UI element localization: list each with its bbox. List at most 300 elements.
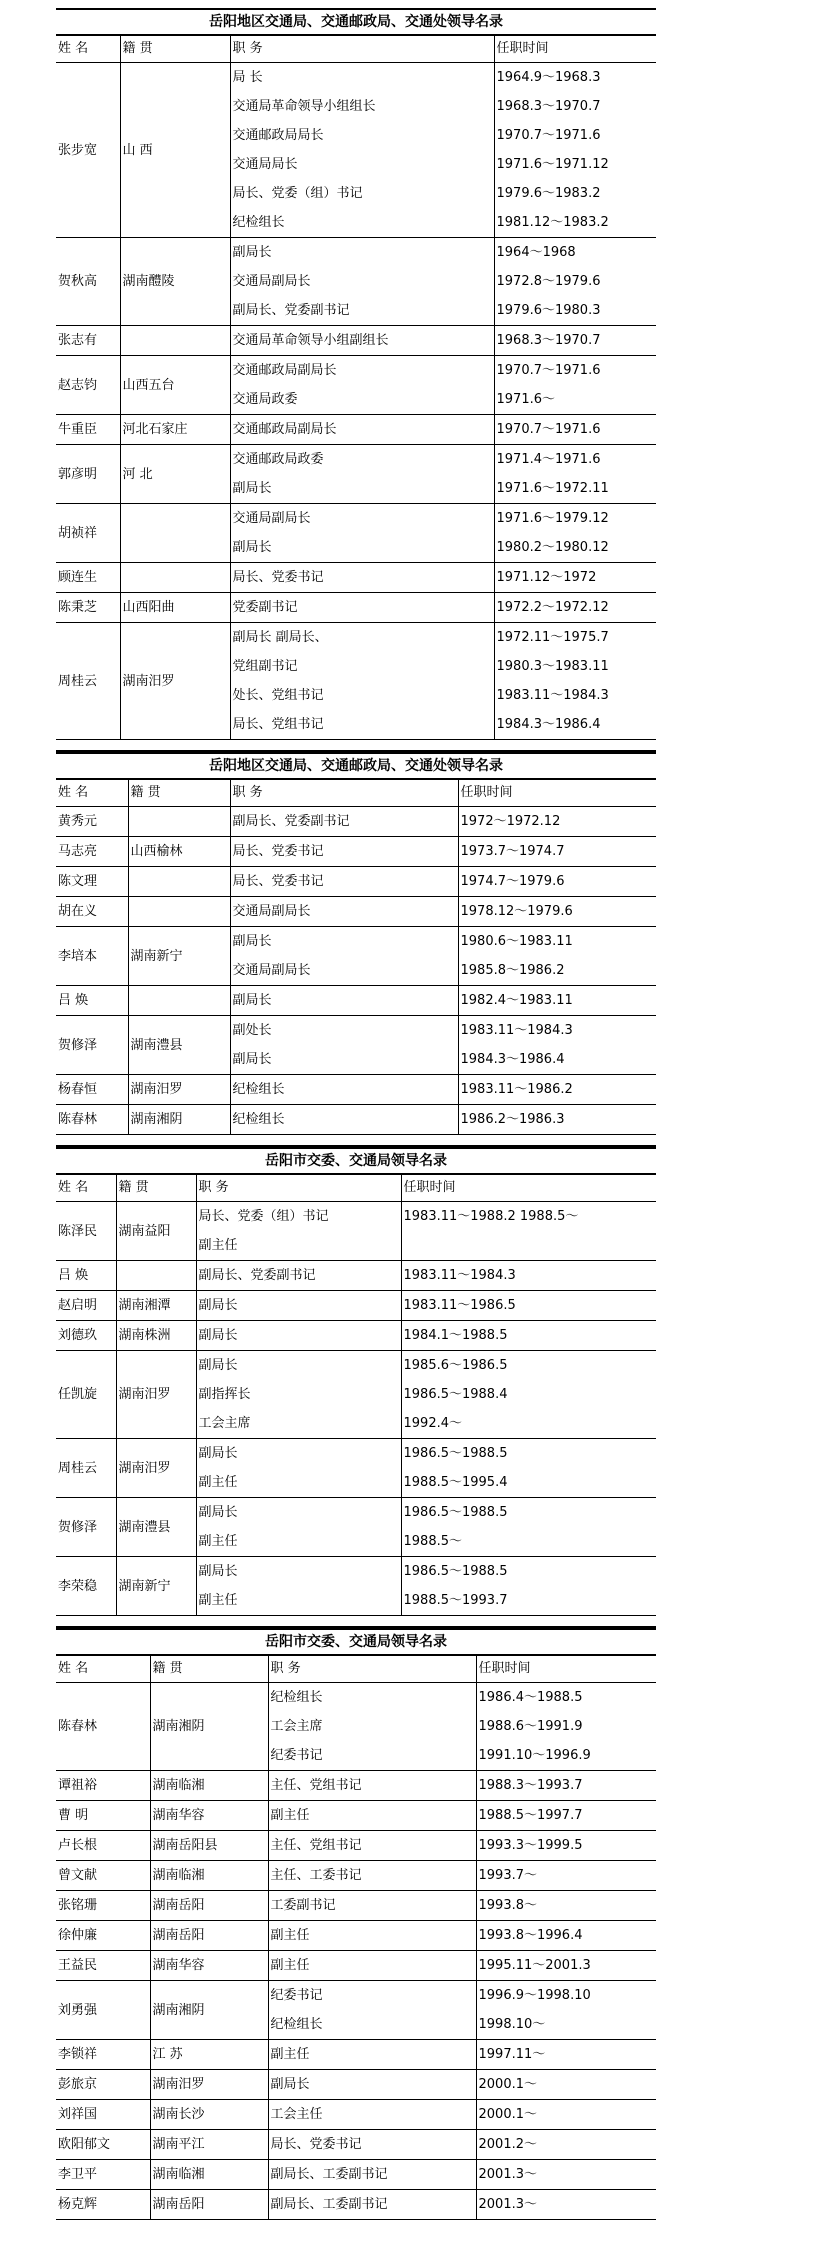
term-line: 1970.7～1971.6 <box>496 128 601 143</box>
table-row <box>56 897 656 927</box>
term-line: 1993.3～1999.5 <box>478 1838 583 1853</box>
name-cell: 杨克辉 <box>56 2190 150 2220</box>
duty-line: 纪检组长 <box>270 2017 323 2032</box>
table-row <box>56 1981 656 2040</box>
name-cell: 周桂云 <box>56 1439 116 1498</box>
duty-line: 副局长 <box>232 1052 272 1067</box>
name-cell: 李卫平 <box>56 2160 150 2190</box>
column-header: 任职时间 <box>401 1175 656 1202</box>
duties-cell <box>268 1951 476 1981</box>
origin-cell: 湖南湘潭 <box>116 1291 196 1321</box>
column-header: 职 务 <box>268 1656 476 1683</box>
table-row <box>56 1831 656 1861</box>
duties-cell <box>230 1075 458 1105</box>
table-row <box>56 927 656 986</box>
terms-cell <box>401 1498 656 1557</box>
table-row <box>56 1557 656 1616</box>
terms-cell <box>494 415 656 445</box>
origin-cell <box>128 867 230 897</box>
duty-line: 工委副书记 <box>270 1898 336 1913</box>
table-row <box>56 1202 656 1261</box>
terms-cell <box>458 1016 656 1075</box>
terms-cell <box>476 2160 656 2190</box>
duty-line: 处长、党组书记 <box>232 688 324 703</box>
table-row <box>56 1351 656 1439</box>
name-cell: 陈秉芝 <box>56 593 120 623</box>
terms-cell <box>494 593 656 623</box>
origin-cell: 湖南株洲 <box>116 1321 196 1351</box>
duty-line: 主任、党组书记 <box>270 1838 362 1853</box>
document <box>56 8 656 2220</box>
terms-cell <box>476 1801 656 1831</box>
duties-cell <box>268 1831 476 1861</box>
duty-line: 局 长 <box>232 70 263 85</box>
term-line: 2001.3～ <box>478 2197 537 2212</box>
terms-cell <box>476 1861 656 1891</box>
duties-cell <box>268 2190 476 2220</box>
term-line: 1988.6～1991.9 <box>478 1719 583 1734</box>
terms-cell <box>476 1771 656 1801</box>
duties-cell <box>230 326 494 356</box>
duties-cell <box>230 238 494 326</box>
table-row <box>56 1321 656 1351</box>
name-cell: 贺修泽 <box>56 1016 128 1075</box>
name-cell: 张铭珊 <box>56 1891 150 1921</box>
section-title: 岳阳地区交通局、交通邮政局、交通处领导名录 <box>56 752 656 780</box>
term-line: 1968.3～1970.7 <box>496 333 601 348</box>
table-row <box>56 1261 656 1291</box>
section-divider <box>56 1616 656 1628</box>
origin-cell: 湖南湘阴 <box>150 1683 268 1771</box>
duties-cell <box>230 356 494 415</box>
term-line: 1984.3～1986.4 <box>496 717 601 732</box>
term-line: 1998.10～ <box>478 2017 546 2032</box>
table-row <box>56 1683 656 1771</box>
terms-cell <box>476 2100 656 2130</box>
roster-section <box>56 1147 656 1628</box>
name-cell: 徐仲廉 <box>56 1921 150 1951</box>
table-row <box>56 2040 656 2070</box>
origin-cell: 山西阳曲 <box>120 593 230 623</box>
origin-cell: 湖南湘阴 <box>128 1105 230 1135</box>
term-line: 1985.8～1986.2 <box>460 963 565 978</box>
table-row <box>56 1921 656 1951</box>
table-row <box>56 326 656 356</box>
name-cell: 马志亮 <box>56 837 128 867</box>
table-row <box>56 1771 656 1801</box>
duty-line: 副主任 <box>270 1808 310 1823</box>
duties-cell <box>268 2040 476 2070</box>
origin-cell: 湖南长沙 <box>150 2100 268 2130</box>
duty-line: 副主任 <box>270 1928 310 1943</box>
name-cell: 李荣稳 <box>56 1557 116 1616</box>
term-line: 1986.2～1986.3 <box>460 1112 565 1127</box>
table-row <box>56 1105 656 1135</box>
term-line: 1986.5～1988.5 <box>403 1564 508 1579</box>
terms-cell <box>476 2130 656 2160</box>
origin-cell: 湖南汨罗 <box>150 2070 268 2100</box>
duty-line: 副局长 <box>232 245 272 260</box>
duty-line: 党组副书记 <box>232 659 298 674</box>
table-row <box>56 238 656 326</box>
duty-line: 纪检组长 <box>232 215 285 230</box>
terms-cell <box>401 1439 656 1498</box>
origin-cell: 湖南醴陵 <box>120 238 230 326</box>
duties-cell <box>230 927 458 986</box>
duty-line: 局长、党组书记 <box>232 717 324 732</box>
terms-cell <box>401 1321 656 1351</box>
name-cell: 刘德玖 <box>56 1321 116 1351</box>
duty-line: 副局长 <box>198 1564 238 1579</box>
duty-line: 局长、党委书记 <box>232 874 324 889</box>
term-line: 1981.12～1983.2 <box>496 215 609 230</box>
duty-line: 副主任 <box>270 1958 310 1973</box>
origin-cell: 湖南澧县 <box>128 1016 230 1075</box>
header-row <box>56 1175 656 1202</box>
roster-table <box>56 780 656 1135</box>
terms-cell <box>494 445 656 504</box>
duty-line: 交通邮政局政委 <box>232 452 324 467</box>
duties-cell <box>230 445 494 504</box>
duty-line: 纪检组长 <box>232 1082 285 1097</box>
terms-cell <box>476 2190 656 2220</box>
duty-line: 副主任 <box>270 2047 310 2062</box>
terms-cell <box>494 238 656 326</box>
origin-cell: 河北石家庄 <box>120 415 230 445</box>
term-line: 1970.7～1971.6 <box>496 363 601 378</box>
table-row <box>56 356 656 415</box>
name-cell: 李锁祥 <box>56 2040 150 2070</box>
origin-cell <box>128 807 230 837</box>
origin-cell: 山西榆林 <box>128 837 230 867</box>
name-cell: 彭旅京 <box>56 2070 150 2100</box>
origin-cell: 湖南汨罗 <box>116 1439 196 1498</box>
duty-line: 主任、党组书记 <box>270 1778 362 1793</box>
origin-cell: 湖南湘阴 <box>150 1981 268 2040</box>
origin-cell: 山 西 <box>120 63 230 238</box>
duties-cell <box>230 1016 458 1075</box>
terms-cell <box>476 1921 656 1951</box>
duty-line: 主任、工委书记 <box>270 1868 362 1883</box>
table-row <box>56 1291 656 1321</box>
table-row <box>56 1891 656 1921</box>
table-row <box>56 1439 656 1498</box>
name-cell: 黄秀元 <box>56 807 128 837</box>
duty-line: 局长、党委书记 <box>232 844 324 859</box>
duty-line: 副局长 <box>232 993 272 1008</box>
term-line: 1992.4～ <box>403 1416 462 1431</box>
name-cell: 吕 焕 <box>56 986 128 1016</box>
origin-cell: 湖南临湘 <box>150 2160 268 2190</box>
column-header: 任职时间 <box>476 1656 656 1683</box>
terms-cell <box>476 1981 656 2040</box>
duty-line: 副局长 副局长、 <box>232 630 328 645</box>
term-line: 1995.11～2001.3 <box>478 1958 591 1973</box>
duties-cell <box>230 593 494 623</box>
term-line: 1971.6～1979.12 <box>496 511 609 526</box>
duties-cell <box>268 2130 476 2160</box>
duty-line: 局长、党委（组）书记 <box>232 186 363 201</box>
origin-cell: 山西五台 <box>120 356 230 415</box>
origin-cell: 湖南汨罗 <box>120 623 230 740</box>
term-line: 1988.3～1993.7 <box>478 1778 583 1793</box>
name-cell: 杨春恒 <box>56 1075 128 1105</box>
duty-line: 副局长 <box>232 540 272 555</box>
duties-cell <box>230 807 458 837</box>
term-line: 1984.3～1986.4 <box>460 1052 565 1067</box>
duty-line: 交通局革命领导小组组长 <box>232 99 376 114</box>
origin-cell: 湖南新宁 <box>128 927 230 986</box>
roster-section <box>56 1628 656 2220</box>
term-line: 1988.5～1997.7 <box>478 1808 583 1823</box>
duty-line: 纪检组长 <box>270 1690 323 1705</box>
name-cell: 欧阳郁文 <box>56 2130 150 2160</box>
name-cell: 曾文献 <box>56 1861 150 1891</box>
name-cell: 张步宽 <box>56 63 120 238</box>
terms-cell <box>401 1202 656 1261</box>
term-line: 1988.5～1995.4 <box>403 1475 508 1490</box>
term-line: 1997.11～ <box>478 2047 546 2062</box>
terms-cell <box>476 1951 656 1981</box>
duties-cell <box>268 1981 476 2040</box>
origin-cell <box>120 563 230 593</box>
terms-cell <box>458 807 656 837</box>
origin-cell: 湖南华容 <box>150 1951 268 1981</box>
table-row <box>56 2130 656 2160</box>
origin-cell: 湖南岳阳 <box>150 1891 268 1921</box>
terms-cell <box>476 1831 656 1861</box>
table-row <box>56 2070 656 2100</box>
name-cell: 刘勇强 <box>56 1981 150 2040</box>
name-cell: 谭祖裕 <box>56 1771 150 1801</box>
term-line: 1971.6～1972.11 <box>496 481 609 496</box>
origin-cell: 湖南岳阳县 <box>150 1831 268 1861</box>
origin-cell: 湖南岳阳 <box>150 1921 268 1951</box>
term-line: 1983.11～1984.3 <box>496 688 609 703</box>
duties-cell <box>268 1921 476 1951</box>
name-cell: 任凯旋 <box>56 1351 116 1439</box>
name-cell: 周桂云 <box>56 623 120 740</box>
origin-cell: 湖南汨罗 <box>116 1351 196 1439</box>
origin-cell: 湖南益阳 <box>116 1202 196 1261</box>
section-title: 岳阳市交委、交通局领导名录 <box>56 1628 656 1656</box>
name-cell: 贺修泽 <box>56 1498 116 1557</box>
table-row <box>56 563 656 593</box>
duty-line: 工会主席 <box>198 1416 251 1431</box>
term-line: 1991.10～1996.9 <box>478 1748 591 1763</box>
term-line: 1978.12～1979.6 <box>460 904 573 919</box>
name-cell: 刘祥国 <box>56 2100 150 2130</box>
terms-cell <box>494 563 656 593</box>
table-row <box>56 1861 656 1891</box>
duty-line: 副主任 <box>198 1534 238 1549</box>
roster-table <box>56 1175 656 1616</box>
table-row <box>56 986 656 1016</box>
term-line: 1971.12～1972 <box>496 570 597 585</box>
duty-line: 工会主任 <box>270 2107 323 2122</box>
term-line: 1980.2～1980.12 <box>496 540 609 555</box>
duty-line: 工会主席 <box>270 1719 323 1734</box>
duties-cell <box>268 1771 476 1801</box>
duty-line: 副局长 <box>232 481 272 496</box>
term-line: 1983.11～1988.2 1988.5～ <box>403 1209 579 1224</box>
header-row <box>56 1656 656 1683</box>
name-cell: 胡祯祥 <box>56 504 120 563</box>
term-line: 2001.3～ <box>478 2167 537 2182</box>
terms-cell <box>458 867 656 897</box>
term-line: 1972.11～1975.7 <box>496 630 609 645</box>
duties-cell <box>268 1861 476 1891</box>
duties-cell <box>230 623 494 740</box>
name-cell: 卢长根 <box>56 1831 150 1861</box>
duty-line: 纪委书记 <box>270 1988 323 2003</box>
duty-line: 交通邮政局副局长 <box>232 422 337 437</box>
header-row <box>56 36 656 63</box>
duty-line: 纪委书记 <box>270 1748 323 1763</box>
roster-table <box>56 36 656 740</box>
duty-line: 副主任 <box>198 1593 238 1608</box>
duty-line: 副局长 <box>198 1358 238 1373</box>
term-line: 1971.4～1971.6 <box>496 452 601 467</box>
duty-line: 交通局革命领导小组副组长 <box>232 333 389 348</box>
duty-line: 党委副书记 <box>232 600 298 615</box>
duties-cell <box>230 837 458 867</box>
term-line: 2000.1～ <box>478 2107 537 2122</box>
duty-line: 副主任 <box>198 1238 238 1253</box>
section-title: 岳阳市交委、交通局领导名录 <box>56 1147 656 1175</box>
duty-line: 副处长 <box>232 1023 272 1038</box>
duty-line: 副局长 <box>198 1298 238 1313</box>
term-line: 1986.5～1988.5 <box>403 1505 508 1520</box>
term-line: 1979.6～1983.2 <box>496 186 601 201</box>
term-line: 1983.11～1984.3 <box>403 1268 516 1283</box>
term-line: 2000.1～ <box>478 2077 537 2092</box>
table-row <box>56 2100 656 2130</box>
term-line: 1983.11～1984.3 <box>460 1023 573 1038</box>
table-row <box>56 415 656 445</box>
section-divider <box>56 740 656 752</box>
duties-cell <box>230 563 494 593</box>
origin-cell <box>120 504 230 563</box>
term-line: 1983.11～1986.2 <box>460 1082 573 1097</box>
duty-line: 纪检组长 <box>232 1112 285 1127</box>
terms-cell <box>494 356 656 415</box>
term-line: 1971.6～ <box>496 392 555 407</box>
terms-cell <box>458 927 656 986</box>
duty-line: 副局长 <box>232 934 272 949</box>
duty-line: 局长、党委书记 <box>232 570 324 585</box>
term-line: 1996.9～1998.10 <box>478 1988 591 2003</box>
duty-line: 副局长、党委副书记 <box>198 1268 316 1283</box>
duty-line: 交通局局长 <box>232 157 298 172</box>
duties-cell <box>196 1351 401 1439</box>
roster-section <box>56 8 656 752</box>
term-line: 1972.2～1972.12 <box>496 600 609 615</box>
origin-cell: 湖南临湘 <box>150 1861 268 1891</box>
table-row <box>56 623 656 740</box>
term-line: 2001.2～ <box>478 2137 537 2152</box>
term-line: 1982.4～1983.11 <box>460 993 573 1008</box>
terms-cell <box>494 63 656 238</box>
duties-cell <box>230 867 458 897</box>
duty-line: 交通局副局长 <box>232 963 311 978</box>
column-header: 姓 名 <box>56 1656 150 1683</box>
table-row <box>56 1801 656 1831</box>
duty-line: 交通局副局长 <box>232 904 311 919</box>
duties-cell <box>230 504 494 563</box>
terms-cell <box>458 897 656 927</box>
name-cell: 牛重臣 <box>56 415 120 445</box>
origin-cell: 湖南新宁 <box>116 1557 196 1616</box>
table-row <box>56 504 656 563</box>
term-line: 1968.3～1970.7 <box>496 99 601 114</box>
duties-cell <box>268 2160 476 2190</box>
header-row <box>56 780 656 807</box>
column-header: 任职时间 <box>494 36 656 63</box>
term-line: 1984.1～1988.5 <box>403 1328 508 1343</box>
origin-cell: 湖南汨罗 <box>128 1075 230 1105</box>
column-header: 姓 名 <box>56 1175 116 1202</box>
name-cell: 张志有 <box>56 326 120 356</box>
terms-cell <box>458 837 656 867</box>
term-line: 1980.3～1983.11 <box>496 659 609 674</box>
duty-line: 副局长 <box>270 2077 310 2092</box>
origin-cell: 湖南澧县 <box>116 1498 196 1557</box>
term-line: 1988.5～ <box>403 1534 462 1549</box>
terms-cell <box>458 1105 656 1135</box>
terms-cell <box>494 326 656 356</box>
term-line: 1974.7～1979.6 <box>460 874 565 889</box>
duties-cell <box>230 415 494 445</box>
table-row <box>56 1498 656 1557</box>
term-line: 1986.5～1988.5 <box>403 1446 508 1461</box>
duties-cell <box>196 1291 401 1321</box>
section-title: 岳阳地区交通局、交通邮政局、交通处领导名录 <box>56 8 656 36</box>
terms-cell <box>476 2040 656 2070</box>
term-line: 1970.7～1971.6 <box>496 422 601 437</box>
duties-cell <box>268 2070 476 2100</box>
term-line: 1988.5～1993.7 <box>403 1593 508 1608</box>
section-divider <box>56 1135 656 1147</box>
term-line: 1971.6～1971.12 <box>496 157 609 172</box>
column-header: 职 务 <box>230 780 458 807</box>
duty-line: 局长、党委（组）书记 <box>198 1209 329 1224</box>
terms-cell <box>494 504 656 563</box>
duties-cell <box>230 897 458 927</box>
duties-cell <box>196 1557 401 1616</box>
duty-line: 副局长、工委副书记 <box>270 2197 388 2212</box>
name-cell: 曹 明 <box>56 1801 150 1831</box>
duty-line: 交通局政委 <box>232 392 298 407</box>
term-line <box>402 1231 657 1260</box>
table-row <box>56 63 656 238</box>
duties-cell <box>268 1891 476 1921</box>
name-cell: 赵志钧 <box>56 356 120 415</box>
duties-cell <box>196 1321 401 1351</box>
column-header: 职 务 <box>230 36 494 63</box>
duties-cell <box>196 1498 401 1557</box>
table-row <box>56 593 656 623</box>
terms-cell <box>476 1891 656 1921</box>
roster-table <box>56 1656 656 2220</box>
name-cell: 陈春林 <box>56 1105 128 1135</box>
name-cell: 吕 焕 <box>56 1261 116 1291</box>
term-line: 1972.8～1979.6 <box>496 274 601 289</box>
origin-cell: 湖南临湘 <box>150 1771 268 1801</box>
origin-cell <box>116 1261 196 1291</box>
name-cell: 陈泽民 <box>56 1202 116 1261</box>
duty-line: 交通局副局长 <box>232 274 311 289</box>
